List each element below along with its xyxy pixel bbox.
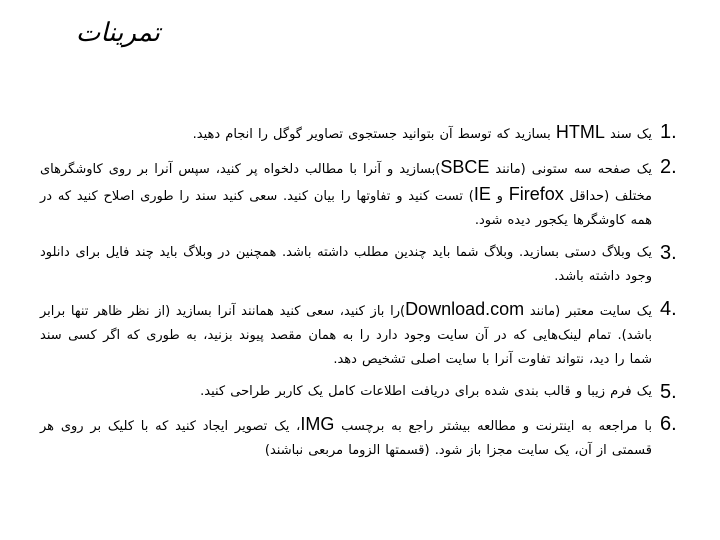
- exercise-list: [40, 120, 700, 471]
- exercise-text: با مراجعه به اینترنت و مطالعه بیشتر راجع به برچسب IMG، یک تصویر ایجاد کنید که با کلیک بر روی هر قسمتی از آن، یک سایت مجزا باز شود. (قسمتها الزوما مربعی نباشند): [40, 414, 652, 458]
- exercise-number: 1.: [660, 121, 677, 143]
- exercise-item: [40, 155, 700, 233]
- exercise-text: یک فرم زیبا و قالب بندی شده برای دریافت اطلاعات کامل یک کاربر طراحی کنید.: [200, 384, 652, 399]
- exercise-number: 5.: [660, 381, 677, 403]
- slide-title: تمرینات: [75, 18, 160, 48]
- exercise-text: یک وبلاگ دستی بسازید. وبلاگ شما باید چندین مطلب داشته باشد. همچنین در وبلاگ باید چند فایل برای دانلود وجود داشته باشد.: [40, 245, 652, 284]
- exercise-item: [40, 297, 700, 372]
- exercise-number: 4.: [660, 298, 677, 320]
- exercise-item: [40, 380, 700, 404]
- exercise-number: 3.: [660, 242, 677, 264]
- exercise-number: 2.: [660, 156, 677, 178]
- exercise-number: 6.: [660, 413, 677, 435]
- exercise-text: یک سایت معتبر (مانند Download.com)را باز کنید، سعی کنید همانند آنرا بسازید (از نظر ظاهر تنها برابر باشد). تمام لینک‌هایی که در آن سایت وجود دارد را به همان مقصد پیوند بزنید، به طوری که اگر کسی سند شما را دید، نتواند تفاوت آنرا با سایت اصلی تشخیص دهد.: [40, 299, 652, 367]
- exercise-item: [40, 412, 700, 463]
- exercise-text: یک صفحه سه ستونی (مانند SBCE)بسازید و آنرا با مطالب دلخواه پر کنید، سپس آنرا بر روی کاوشگرهای مختلف (حداقل Firefox و IE) تست کنید و تفاوتها را بیان کنید. سعی کنید سند را طوری اصلاح کنید که در همه کاوشگرها یکجور دیده شود.: [40, 157, 653, 228]
- exercise-item: [40, 241, 700, 289]
- exercise-item: [40, 120, 700, 147]
- exercise-text: یک سند HTML بسازید که توسط آن بتوانید جستجوی تصاویر گوگل را انجام دهید.: [192, 122, 652, 142]
